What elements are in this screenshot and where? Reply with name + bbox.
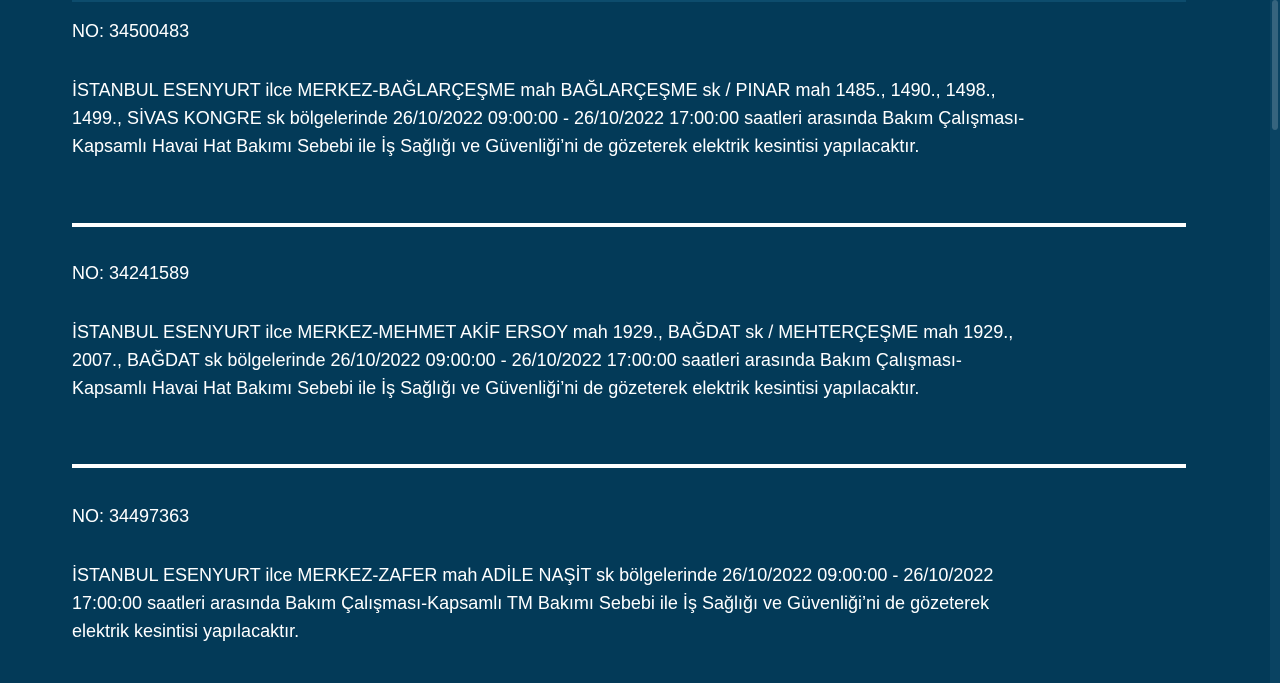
notice-description: İSTANBUL ESENYURT ilce MERKEZ-MEHMET AKİF ERSOY mah 1929., BAĞDAT sk / MEHTERÇEŞME mah 1929., 2007., BAĞDAT sk bölgelerinde 26/10/2022 09:00:00 - 26/10/2022 17:00:00 saatleri arasında Bakım Çalışması- Kapsamlı Havai Hat Bakımı Sebebi ile İş Sağlığı ve Güvenliği’ni de gözeterek elektrik kesintisi yapılacaktır. [72,322,1014,398]
notice-description: İSTANBUL ESENYURT ilce MERKEZ-ZAFER mah ADİLE NAŞİT sk bölgelerinde 26/10/2022 09:00:00 - 26/10/2022 17:00:00 saatleri arasında Bakım Çalışması-Kapsamlı TM Bakımı Sebebi ile İş Sağlığı ve Güvenliği’ni de gözeterek elektrik kesintisi yapılacaktır. [72,565,994,641]
scrollbar-thumb[interactable] [1272,0,1278,130]
page-scrollbar[interactable] [1270,0,1280,683]
notice-number: NO: 34500483 [72,21,190,41]
notice-number: NO: 34241589 [72,263,190,283]
notice-divider [72,223,1186,227]
notice-description: İSTANBUL ESENYURT ilce MERKEZ-BAĞLARÇEŞME mah BAĞLARÇEŞME sk / PINAR mah 1485., 1490., 1498., 1499., SİVAS KONGRE sk bölgelerinde 26/10/2022 09:00:00 - 26/10/2022 17:00:00 saatleri arasında Bakım Çalışması- Kapsamlı Havai Hat Bakımı Sebebi ile İş Sağlığı ve Güvenliği’ni de gözeterek elektrik kesintisi yapılacaktır. [72,80,1025,156]
previous-item-edge [72,0,1186,2]
notice-divider [72,464,1186,468]
notice-number: NO: 34497363 [72,506,190,526]
